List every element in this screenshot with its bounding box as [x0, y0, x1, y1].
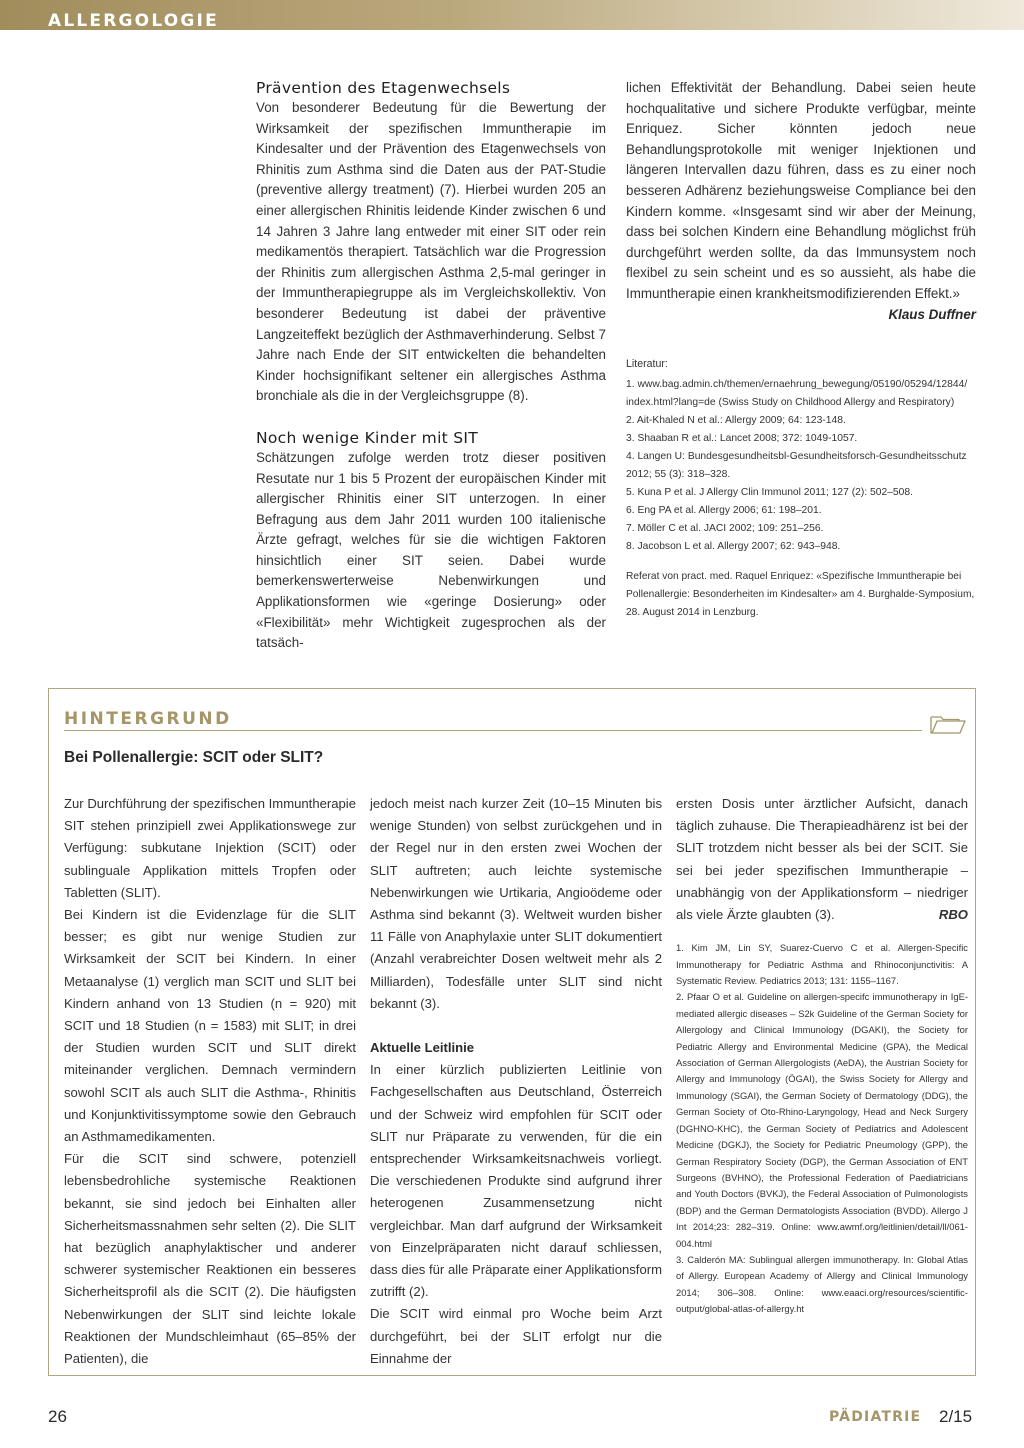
page-number: 26 — [48, 1407, 67, 1426]
heading-few-children: Noch wenige Kinder mit SIT — [256, 428, 479, 447]
box-paragraph — [676, 793, 968, 926]
paragraph-prevention: Von besonderer Bedeutung für die Bewertung der Wirksamkeit der spezifischen Immuntherapie im Kindesalter und der Prävention des Etagenwechsels von Rhinitis zum Asthma sind die Daten aus der PAT-Studie (preventive allergy treatment) (7). Hierbei wurden 205 an einer allergischen Rhinitis leidende Kinder zwischen 6 und 14 Jahren 3 Jahre lang entweder mit einer SIT oder rein medikamentös therapiert. Tatsächlich war die Progression der Rhinitis zum allergischen Asthma 2,5-mal geringer in der Immuntherapiegruppe als im Vergleichskollektiv. Von besonderer Bedeutung ist dabei der präventive Langzeiteffekt bezüglich der Asthmaverhinderung. Selbst 7 Jahre nach Ende der SIT entwickelten die behandelten Kinder hochsignifikant seltener ein allergisches Asthma bronchiale als die in der Vergleichsgruppe (8). — [256, 100, 606, 404]
article-column-right — [626, 78, 976, 622]
box-heading-guideline: Aktuelle Leitlinie — [370, 1040, 475, 1056]
paragraph-few-children: Schätzungen zufolge werden trotz dieser positiven Resutate nur 1 bis 5 Prozent der europäischen Kinder mit allergischer Rhinitis einer SIT unterzogen. In einer Befragung aus dem Jahr 2011 wurden 100 italienische Ärzte gefragt, welches für sie die wichtigen Faktoren hinsichtlich einer SIT seien. Dabei wurde bemerkenswerterweise Nebenwirkungen und Applikationsformen wie «geringe Dosierung» oder «Flexibilität» mehr Wichtigkeit zugesprochen als der tatsäch- — [256, 449, 606, 651]
literature-item: 6. Eng PA et al. Allergy 2006; 61: 198–201. — [626, 504, 822, 516]
literature-section — [626, 357, 976, 622]
heading-prevention: Prävention des Etagenwechsels — [256, 79, 511, 97]
box-column-1 — [64, 793, 356, 1370]
box-reference: 1. Kim JM, Lin SY, Suarez-Cuervo C et al. Allergen-Specific Immunotherapy for Pediatric Asthma and Rhinoconjunctivitis: A Systematic Review. Pediatrics 2013; 131: 1155–1167. — [676, 942, 968, 987]
box-column-3 — [676, 793, 968, 1318]
literature-title: Literatur: — [626, 357, 668, 370]
box-author: RBO — [938, 907, 968, 923]
box-paragraph: Die SCIT wird einmal pro Woche beim Arzt durchgeführt, bei der SLIT erfolgt nur die Einnahme der — [370, 1306, 662, 1366]
box-paragraph: Für die SCIT sind schwere, potenziell lebensbedrohliche systemische Reaktionen bekannt, sie sind jedoch bei Einhalten aller Sicherheitsmassnahmen sehr selten (2). Die SLIT hat bezüglich anaphylaktischer und anderer schwerer systemischer Reaktionen ein besseres Sicherheitsprofil als die SCIT (2). Die häufigsten Nebenwirkungen der SLIT sind leichte lokale Reaktionen der Mundschleimhaut (65–85% der Patienten), die — [64, 1151, 356, 1367]
box-title-rule — [64, 730, 922, 731]
box-subtitle: Bei Pollenallergie: SCIT oder SLIT? — [64, 749, 324, 766]
paragraph-continuation: lichen Effektivität der Behandlung. Dabei seien heute hochqualitative und sichere Produkte verfügbar, meinte Enriquez. Sicher könnten jedoch neue Behandlungsprotokolle mit weniger Injektionen und längeren Intervallen dazu führen, dass es zu einer noch besseren Adhärenz beziehungsweise Compliance bei den Kindern komme. «Insgesamt sind wir aber der Meinung, dass bei solchen Kindern eine Behandlung möglichst früh durchgeführt werden sollte, da das Immunsystem noch flexibel zu sein scheint und es so aussieht, als habe die Immuntherapie einen krankheitsmodifizierenden Effekt.» — [626, 80, 976, 301]
literature-item: 5. Kuna P et al. J Allergy Clin Immunol 2011; 127 (2): 502–508. — [626, 486, 913, 498]
box-paragraph: Zur Durchführung der spezifischen Immuntherapie SIT stehen prinzipiell zwei Applikationswege zur Verfügung: subkutane Injektion (SCIT) oder sublinguale Applikation mittels Tropfen oder Tabletten (SLIT). — [64, 796, 356, 900]
box-column-2 — [370, 793, 662, 1370]
box-title: HINTERGRUND — [64, 709, 232, 729]
literature-item: 4. Langen U: Bundesgesundheitsbl-Gesundheitsforsch-Gesundheitsschutz 2012; 55 (3): 318–328. — [626, 450, 967, 480]
literature-note: Referat von pract. med. Raquel Enriquez: «Spezifische Immuntherapie bei Pollenallergie: Besonderheiten im Kindesalter» am 4. Burghalde-Symposium, 28. August 2014 in Lenzburg. — [626, 570, 975, 618]
magazine-name: PÄDIATRIE — [829, 1409, 922, 1425]
section-label: ALLERGOLOGIE — [48, 11, 219, 31]
background-box — [48, 688, 976, 1376]
box-reference: 3. Calderón MA: Sublingual allergen immunotherapy. In: Global Atlas of Allergy. European Academy of Allergy and Clinical Immunology 2014; 306–308. Online: www.eaaci.org/resources/scientific-output/global-atlas-of-allergy.ht — [676, 1253, 968, 1315]
box-paragraph: Bei Kindern ist die Evidenzlage für die SLIT besser; es gibt nur wenige Studien zur Wirksamkeit der SCIT bei Kindern. In einer Metaanalyse (1) verglich man SCIT und SLIT bei Kindern anhand von 13 Studien (n = 920) mit SCIT und 18 Studien (n = 1583) mit SLIT; in drei der Studien wurden SCIT und SLIT direkt miteinander verglichen. Demnach vermindern sowohl SCIT als auch SLIT die Asthma-, Rhinitis und Konjunktivitissymptome sowie den Gebrauch an Asthmamedikamenten. — [64, 907, 356, 1145]
box-paragraph-text: ersten Dosis unter ärztlicher Aufsicht, danach täglich zuhause. Die Therapieadhärenz ist bei der SLIT trotzdem nicht besser als bei der SCIT. Sie sei bei jeder spezifischen Immuntherapie – unabhängig von der Applikationsform – niedriger als viele Ärzte glaubten (3). — [676, 796, 968, 923]
section-header-bar — [0, 0, 1024, 30]
box-reference: 2. Pfaar O et al. Guideline on allergen-specifc immunotherapy in IgE- mediated allergic diseases – S2k Guideline of the German Society for Allergology and Clinical Immunology (DGAKI), the Society for Pediatric Allergy and Environmental Medicine (GPA), the Medical Association of German Allergologists (AeDA), the Austrian Society for Allergy and Immunology (ÖGAI), the Swiss Society for Allergy and Immunology (SGAI), the German Society of Dermatology (DDG), the German Society of Oto-Rhino-Laryngology, Head and Neck Surgery (DGHNO-KHC), the German Society of Pediatrics and Adolescent Medicine (DGKJ), the Society for Pediatric Pneumology (GPP), the German Respiratory Society (DGP), the German Association of ENT Surgeons (BVHNO), the Professional Federation of Paediatricians and Youth Doctors (BVKJ), the Federal Association of Pulmonologists (BDP) and the German Dermatologists Association (BVDD). Allergo J Int 2014;23: 282–319. Online: www.awmf.org/leitlinien/detail/ll/061-004.html — [676, 991, 968, 1249]
literature-item: 7. Möller C et al. JACI 2002; 109: 251–256. — [626, 522, 824, 534]
folder-icon — [929, 713, 967, 735]
article-author: Klaus Duffner — [888, 306, 976, 322]
box-paragraph: jedoch meist nach kurzer Zeit (10–15 Minuten bis wenige Stunden) von selbst zurückgehen und in der Regel nur in den ersten zwei Wochen der SLIT auftreten; auch leichte systemische Nebenwirkungen wie Urtikaria, Angioödeme oder Asthma sind bekannt (3). Weltweit wurden bisher 11 Fälle von Anaphylaxie unter SLIT dokumentiert (Anzahl verabreichter Dosen weltweit mehr als 2 Milliarden), Todesfälle unter SLIT sind nicht bekannt (3). — [370, 796, 662, 1011]
box-paragraph: In einer kürzlich publizierten Leitlinie von Fachgesellschaften aus Deutschland, Österreich und der Schweiz wird empfohlen für SCIT oder SLIT nur Präparate zu verwenden, für die ein entsprechender Wirksamkeitsnachweis vorliegt. Die verschiedenen Produkte sind aufgrund ihrer heterogenen Zusammensetzung nicht vergleichbar. Man darf aufgrund der Wirksamkeit von Einzelpräparaten nicht darauf schliessen, dass dies für alle Präparate einer Applikationsform zutrifft (2). — [370, 1062, 662, 1300]
issue-number: 2/15 — [939, 1407, 973, 1426]
literature-item: 1. www.bag.admin.ch/themen/ernaehrung_bewegung/05190/05294/12844/ index.html?lang=de (Swiss Study on Childhood Allergy and Respiratory) — [626, 378, 968, 408]
literature-item: 8. Jacobson L et al. Allergy 2007; 62: 943–948. — [626, 540, 841, 552]
literature-item: 2. Ait-Khaled N et al.: Allergy 2009; 64: 123-148. — [626, 414, 846, 426]
box-references — [676, 940, 968, 1317]
article-column-left — [256, 78, 606, 654]
literature-item: 3. Shaaban R et al.: Lancet 2008; 372: 1049-1057. — [626, 432, 858, 444]
